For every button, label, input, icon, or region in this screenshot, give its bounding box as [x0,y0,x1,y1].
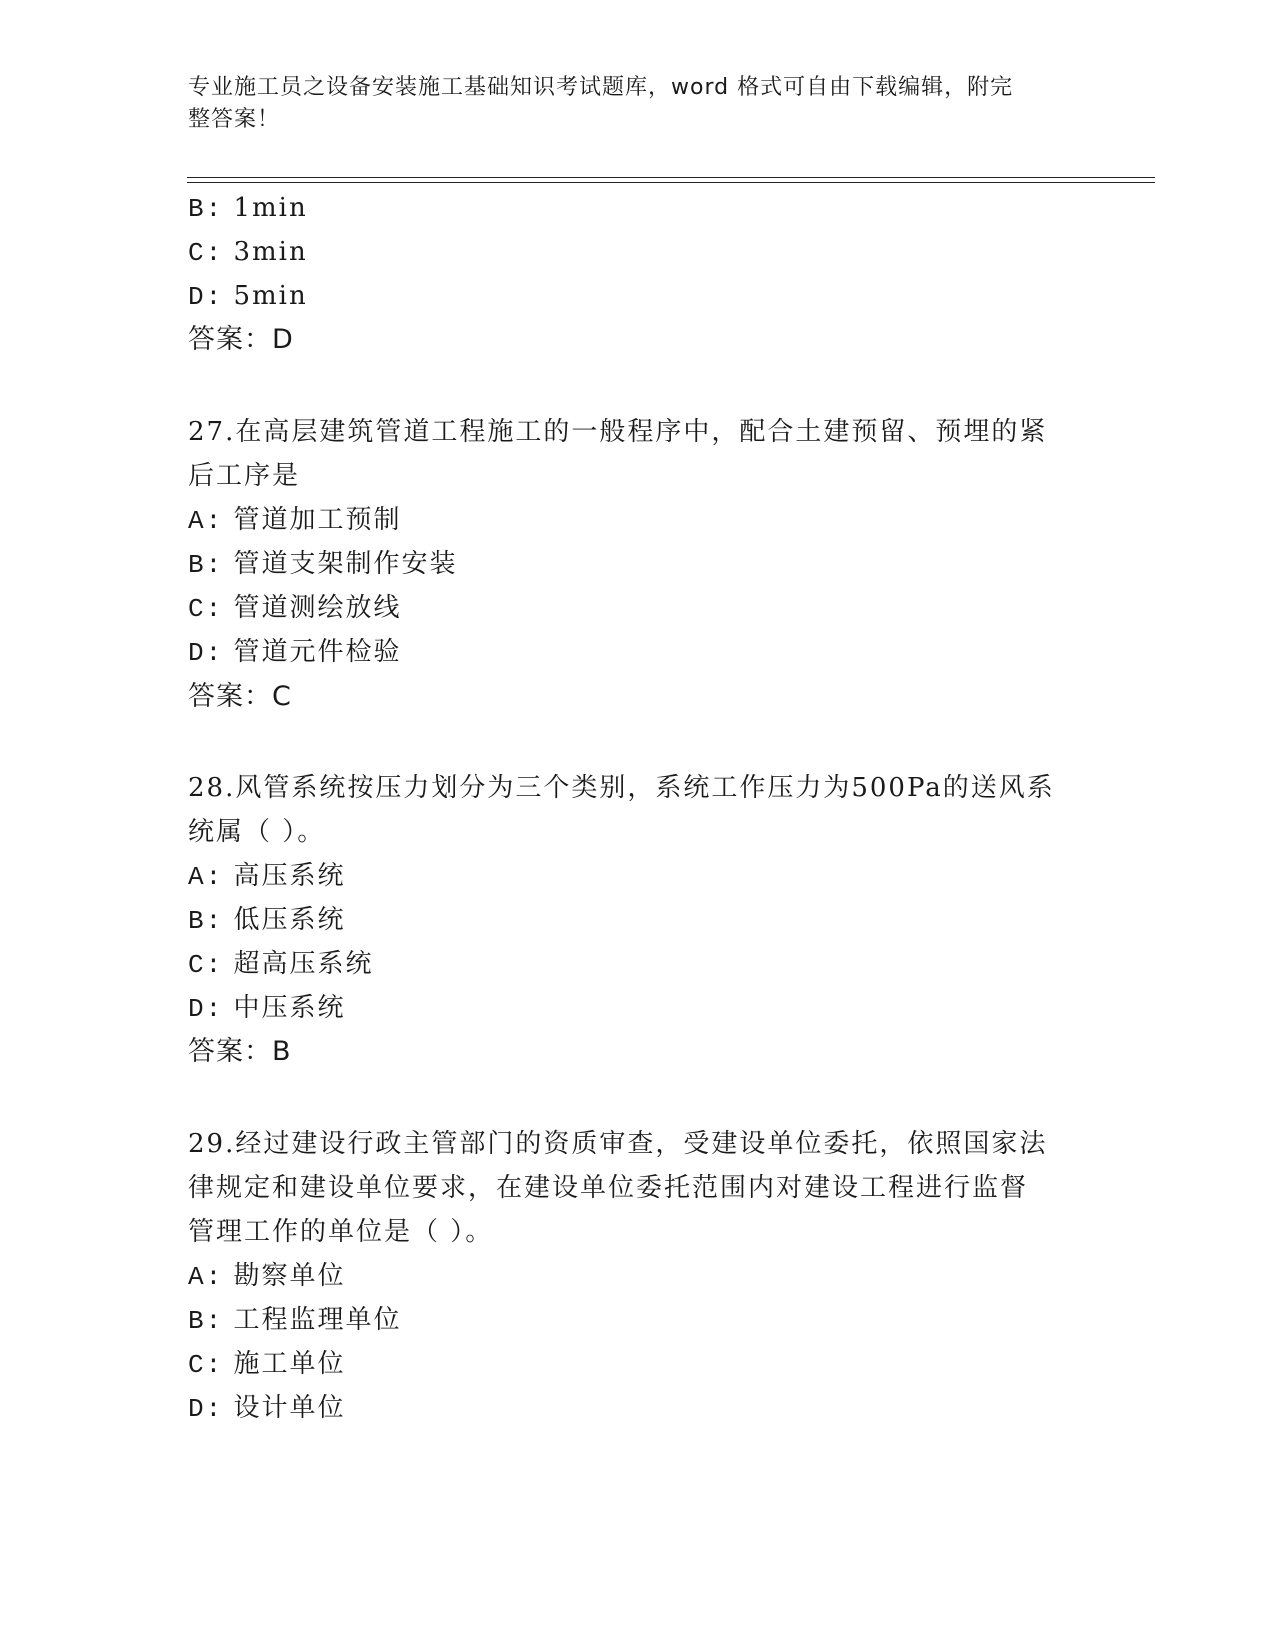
option-key: D: [188,282,224,312]
option-text: 超高压系统 [233,949,374,979]
option-key: C: [188,594,224,624]
option-key: C: [188,950,224,980]
answer-label: 答案：B [188,1036,292,1067]
option-text: 高压系统 [233,861,346,891]
question-27-line-2: 后工序是 [188,461,301,491]
option-b [188,1304,402,1337]
option-key: D: [188,638,224,668]
option-text: 工程监理单位 [233,1305,402,1335]
option-text: 5min [233,281,308,311]
option-text: 管道测绘放线 [233,593,402,623]
option-c [188,1348,346,1381]
option-c [188,236,308,269]
option-key: C: [188,1350,224,1380]
option-key: B: [188,906,224,936]
option-key: B: [188,194,224,224]
option-key: B: [188,1306,224,1336]
option-c [188,592,402,625]
option-key: D: [188,1394,224,1424]
header-line-1: 专业施工员之设备安装施工基础知识考试题库，word 格式可自由下载编辑，附完 [188,75,1014,100]
question-29-line-1: 29.经过建设行政主管部门的资质审查，受建设单位委托，依照国家法 [188,1129,1048,1159]
answer-label: 答案：D [188,324,294,355]
option-key: B: [188,550,224,580]
option-text: 低压系统 [233,905,346,935]
option-text: 中压系统 [233,993,346,1023]
question-29-line-3: 管理工作的单位是（ ）。 [188,1217,494,1247]
option-key: D: [188,994,224,1024]
option-key: A: [188,862,224,892]
option-text: 管道支架制作安装 [233,549,458,579]
option-a [188,504,402,537]
option-text: 1min [233,193,308,223]
question-29-line-2: 律规定和建设单位要求，在建设单位委托范围内对建设工程进行监督 [188,1173,1029,1203]
answer-label: 答案：C [188,681,292,712]
option-c [188,948,374,981]
option-key: C: [188,238,224,268]
option-a [188,1260,346,1293]
question-27-line-1: 27.在高层建筑管道工程施工的一般程序中，配合土建预留、预埋的紧 [188,417,1048,447]
option-text: 3min [233,237,308,267]
header-divider-bottom [187,182,1155,183]
option-text: 勘察单位 [233,1261,346,1291]
document-header [188,72,1068,136]
header-line-2: 整答案！ [188,107,281,132]
option-text: 管道元件检验 [233,637,402,667]
option-text: 设计单位 [233,1393,346,1423]
option-d [188,992,346,1025]
option-text: 施工单位 [233,1349,346,1379]
question-28-line-2: 统属（ ）。 [188,817,326,847]
option-text: 管道加工预制 [233,505,402,535]
option-d [188,636,402,669]
option-d [188,1392,346,1425]
option-b [188,548,458,581]
option-key: A: [188,506,224,536]
option-b [188,192,308,225]
option-d [188,280,308,313]
question-28-line-1: 28.风管系统按压力划分为三个类别，系统工作压力为500Pa的送风系 [188,773,1055,803]
option-a [188,860,346,893]
option-key: A: [188,1262,224,1292]
option-b [188,904,346,937]
header-divider-top [187,177,1155,178]
